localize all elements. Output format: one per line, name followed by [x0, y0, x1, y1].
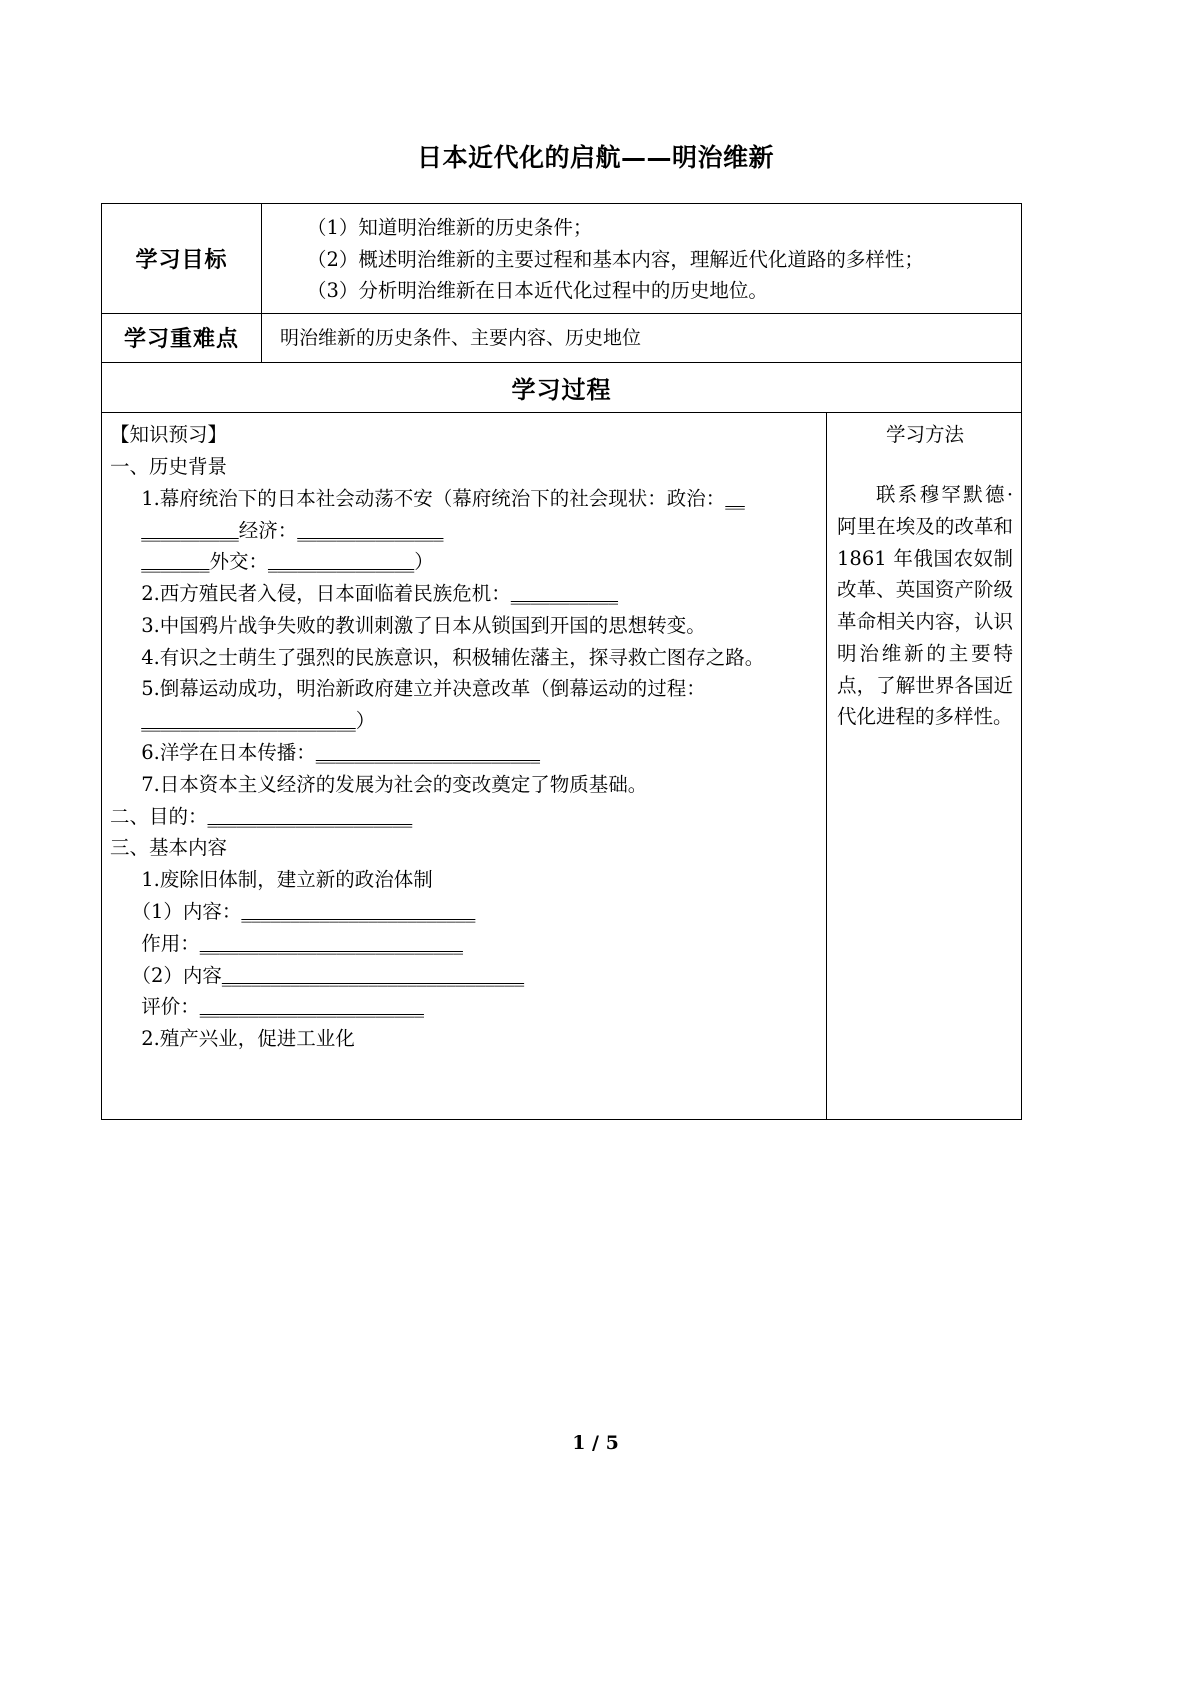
c1-1-blank: ________________________ — [241, 899, 476, 923]
preview-heading: 【知识预习】 — [110, 423, 228, 447]
content-item-1-sub1 — [110, 896, 818, 928]
background-item-1-economy — [110, 515, 818, 547]
bg6-blank: _______________________ — [315, 741, 541, 765]
c1-eval-label: 评价： — [141, 995, 200, 1019]
page-title: 日本近代化的启航——明治维新 — [416, 143, 774, 172]
section-two-heading — [110, 801, 818, 833]
c1-effect-label: 作用： — [141, 931, 200, 955]
table-row-objectives — [102, 204, 1022, 314]
section-three-heading: 三、基本内容 — [110, 836, 228, 860]
section-one-heading: 一、历史背景 — [110, 455, 228, 479]
bg1-close-paren: ） — [414, 550, 434, 574]
table-row-process-header — [102, 363, 1022, 413]
background-item-5-blank — [110, 705, 818, 737]
content-item-1-effect — [110, 928, 818, 960]
section-two-blank: _____________________ — [207, 804, 413, 828]
background-item-4: 4.有识之士萌生了强烈的民族意识，积极辅佐藩主，探寻救亡图存之路。 — [141, 645, 765, 669]
table-row-body — [102, 413, 1022, 1120]
background-item-5: 5.倒幕运动成功，明治新政府建立并决意改革（倒幕运动的过程： — [141, 677, 706, 701]
c1-2-blank: _______________________________ — [221, 963, 525, 987]
bg1-blank-1: __ — [725, 486, 745, 510]
study-method-heading: 学习方法 — [886, 423, 965, 447]
background-item-1 — [110, 483, 818, 515]
section-two-label: 二、目的： — [110, 804, 208, 828]
study-method-cell — [827, 413, 1022, 1120]
bg1-blank-4: _______ — [141, 550, 210, 574]
table-row-keypoints — [102, 313, 1022, 363]
lesson-plan-table — [101, 203, 1022, 1120]
c1-eval-blank: _______________________ — [199, 995, 424, 1019]
content-item-1-sub2 — [110, 960, 818, 992]
c1-2-label: （2）内容 — [131, 963, 222, 987]
diplomacy-label: 外交： — [209, 550, 268, 574]
c1-1-label: （1）内容： — [131, 899, 242, 923]
page-number: 1 / 5 — [572, 1432, 619, 1454]
background-item-1-diplomacy — [110, 546, 818, 578]
bg1-blank-5: _______________ — [267, 550, 415, 574]
objectives-label-cell: 学习目标 — [102, 204, 262, 314]
bg5-blank: ______________________ — [141, 709, 356, 733]
keypoints-label-cell: 学习重难点 — [102, 313, 262, 363]
objective-item-1: （1）知道明治维新的历史条件； — [307, 216, 593, 239]
bg2-blank: ___________ — [510, 582, 619, 606]
bg1-blank-3: _______________ — [297, 518, 444, 542]
study-content-cell — [102, 413, 827, 1120]
objectives-content-cell — [262, 204, 1022, 314]
bg1-text: 1.幕府统治下的日本社会动荡不安（幕府统治下的社会现状：政治： — [141, 486, 726, 510]
objective-item-2: （2）概述明治维新的主要过程和基本内容，理解近代化道路的多样性； — [307, 247, 924, 271]
process-header-cell: 学习过程 — [102, 363, 1022, 413]
background-item-7: 7.日本资本主义经济的发展为社会的变改奠定了物质基础。 — [141, 772, 648, 796]
study-method-text: 联系穆罕默德·阿里在埃及的改革和 1861 年俄国农奴制改革、英国资产阶级革命相关内容，认识明治维新的主要特点，了解世界各国近代化进程的多样性。 — [837, 483, 1014, 729]
keypoints-content-cell: 明治维新的历史条件、主要内容、历史地位 — [262, 313, 1022, 363]
content-item-1-eval — [110, 991, 818, 1023]
bg2-text: 2.西方殖民者入侵，日本面临着民族危机： — [141, 582, 511, 606]
content-item-1: 1.废除旧体制，建立新的政治体制 — [141, 868, 433, 892]
background-item-6 — [110, 737, 818, 769]
c1-effect-blank: ___________________________ — [199, 931, 463, 955]
economy-label: 经济： — [238, 518, 298, 542]
bg6-text: 6.洋学在日本传播： — [141, 741, 316, 765]
bg1-blank-2: __________ — [141, 518, 239, 542]
objective-item-3: （3）分析明治维新在日本近代化过程中的历史地位。 — [307, 279, 768, 303]
background-item-3: 3.中国鸦片战争失败的教训刺激了日本从锁国到开国的思想转变。 — [141, 613, 706, 637]
content-item-2: 2.殖产兴业，促进工业化 — [141, 1027, 355, 1051]
background-item-2 — [110, 578, 818, 610]
bg5-close-paren: ） — [355, 709, 376, 733]
